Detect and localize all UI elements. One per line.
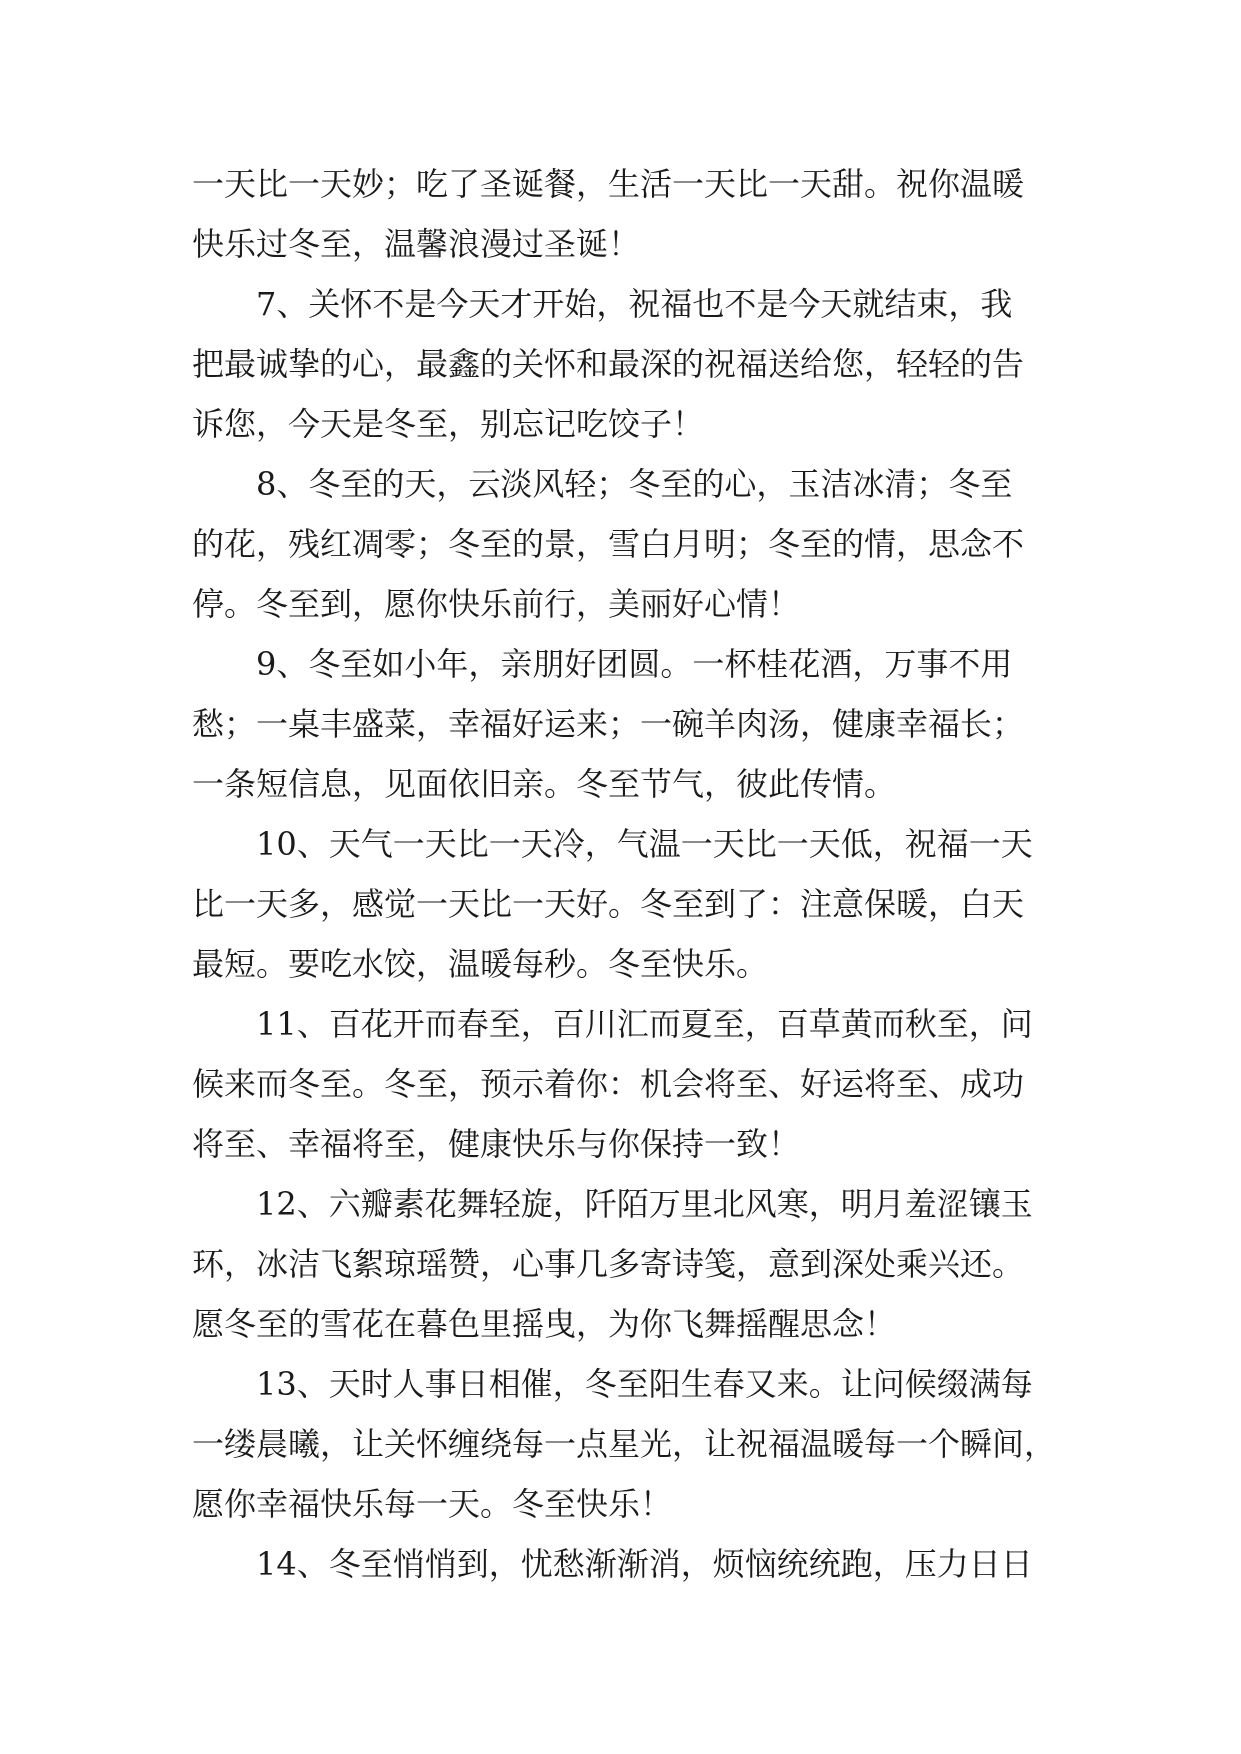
text-line: 快乐过冬至，温馨浪漫过圣诞！ [192,225,641,263]
text-line: 一天比一天妙；吃了圣诞餐，生活一天比一天甜。祝你温暖 [192,165,1025,203]
text-line: 停。冬至到，愿你快乐前行，美丽好心情！ [192,585,801,623]
text-line: 比一天多，感觉一天比一天好。冬至到了：注意保暖，白天 [192,885,1025,923]
document-body [192,154,1057,1594]
paragraph-start-line: 10、天气一天比一天冷，气温一天比一天低，祝福一天 [256,825,1033,863]
paragraph-start-line: 11、百花开而春至，百川汇而夏至，百草黄而秋至，问 [256,1005,1033,1043]
text-line: 诉您，今天是冬至，别忘记吃饺子！ [192,405,705,443]
paragraph-start-line: 8、冬至的天，云淡风轻；冬至的心，玉洁冰清；冬至 [256,465,1013,503]
text-line: 把最诚挚的心，最鑫的关怀和最深的祝福送给您，轻轻的告 [192,345,1025,383]
paragraph-start-line: 14、冬至悄悄到，忧愁渐渐消，烦恼统统跑，压力日日 [256,1545,1033,1583]
text-line: 最短。要吃水饺，温暖每秒。冬至快乐。 [192,945,769,983]
paragraph-start-line: 12、六瓣素花舞轻旋，阡陌万里北风寒，明月羞涩镶玉 [256,1185,1033,1223]
paragraph-start-line: 7、关怀不是今天才开始，祝福也不是今天就结束，我 [256,285,1013,323]
paragraph-start-line: 9、冬至如小年，亲朋好团圆。一杯桂花酒，万事不用 [256,645,1013,683]
paragraph-start-line: 13、天时人事日相催，冬至阳生春又来。让问候缀满每 [256,1365,1033,1403]
text-line: 愁；一桌丰盛菜，幸福好运来；一碗羊肉汤，健康幸福长； [192,705,1025,743]
text-line: 候来而冬至。冬至，预示着你：机会将至、好运将至、成功 [192,1065,1025,1103]
text-line: 愿冬至的雪花在暮色里摇曳，为你飞舞摇醒思念！ [192,1305,897,1343]
text-line: 的花，残红凋零；冬至的景，雪白月明；冬至的情，思念不 [192,525,1025,563]
text-line: 将至、幸福将至，健康快乐与你保持一致！ [192,1125,801,1163]
text-line: 愿你幸福快乐每一天。冬至快乐！ [192,1485,673,1523]
text-line: 环，冰洁飞絮琼瑶赞，心事几多寄诗笺，意到深处乘兴还。 [192,1245,1025,1283]
text-line: 一条短信息，见面依旧亲。冬至节气，彼此传情。 [192,765,897,803]
text-line: 一缕晨曦，让关怀缠绕每一点星光，让祝福温暖每一个瞬间， [192,1425,1057,1463]
